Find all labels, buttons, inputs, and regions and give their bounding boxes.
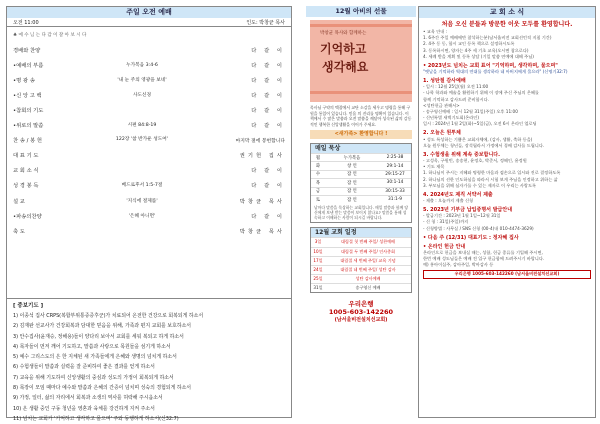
prayer-item: 4) 목자들이 먼저 깨어 기도하고, 말씀과 사랑으로 목원들을 섬기게 하소서	[13, 343, 171, 350]
daily-cell: 30:15-33	[385, 188, 405, 194]
worship-row-label: •파송의찬양	[13, 213, 42, 220]
worship-row-detail: 시편 84:8-19	[127, 123, 157, 129]
news-line: 1. 6주간 주일 예배에만 참석하는분(남서울비전 교회선언적 지침 기간)	[423, 35, 552, 41]
worship-row-label: 성 경 봉 독	[13, 183, 39, 190]
daily-cell: 화	[315, 164, 321, 170]
daily-devotion-box	[310, 143, 412, 223]
worship-row-who: 다 같 이	[251, 62, 285, 69]
news-line: 오늘 원투체는 청년들, 장석립라서 가정에서 경배 감사를 드립니다.	[423, 142, 545, 148]
news-line: - 신 청 : 31일(주일)까지	[423, 219, 469, 225]
prayer-list	[7, 311, 291, 424]
news-line: 3. 동록하시면, 양자는 4주 세 기초 교육(오시면 참으로다)	[423, 47, 529, 53]
schedule-cell: 성탄 감사예배	[355, 276, 381, 282]
worship-row-detail: '은혜 아니면'	[128, 213, 156, 219]
worship-row-who: 박창균 목사	[239, 228, 285, 235]
worship-row	[7, 118, 291, 133]
worship-row	[7, 223, 291, 238]
news-line: - 신년특별 새벽기도회(온라인)	[423, 115, 479, 121]
news-line: 함께 기억하고 감사드려 준비합시다.	[423, 96, 490, 102]
news-line: • 다음 주 (12/31) 대표기도 : 정자혜 집사	[423, 234, 519, 241]
news-line: • 2023년도 넘치는 교회 표어 "기억하며, 생각하며, 물으며"	[423, 62, 558, 69]
worship-leader: 인도: 박창균 목사	[246, 19, 285, 26]
bank-account: 1005-603-142260	[328, 308, 394, 317]
prayer-item: 2) 김재완 선교사가 건강회복과 담대한 믿음을 위해, 가족과 편지 교회를 보호하소서	[13, 323, 192, 330]
book-description: 목사님 구약의 맥잡에서 교단 소감을 세우고 명령을 통해 구원을 통있어 있습니다. 믿음 의 진리를 명확이 있습니다. 이 책에서 수 많은 말씀과 오전 말씀을 깨달아 성숙된 삶의 감동적인 행복한 신앙생활을 이어가 주세요.	[310, 105, 412, 127]
news-line: • 온라인 헌금 안내	[423, 243, 466, 250]
worship-info	[7, 18, 291, 27]
news-line: - 나학 학과와 예술을 활원하기 위해 이 장에 주신 주님의 은혜를	[423, 90, 539, 96]
schedule-row	[311, 283, 411, 292]
news-line: 2. 4주 동 동, 합시 교인 등록 책으로 설정하시도록	[423, 41, 515, 47]
daily-cell: 31:1-9	[388, 197, 402, 203]
worship-row-label: •참회의 기도	[13, 108, 44, 115]
book-title-1: 기억하고	[320, 42, 367, 56]
worship-row-detail: '지식에 절제를'	[126, 198, 158, 204]
worship-row-who: 다 같 이	[251, 123, 285, 130]
schedule-cell: 대림절 네 번째 주일/ 성탄 감사	[340, 267, 396, 272]
schedule-cell: 17일	[313, 257, 323, 263]
worship-row-detail: 베드로후서 1:5-7절	[121, 183, 163, 189]
worship-row	[7, 133, 291, 148]
worship-row-label: 경배와 찬양	[13, 47, 41, 54]
daily-row	[311, 161, 411, 169]
prayer-title: [ 중보기도 ]	[13, 303, 44, 309]
worship-row-who: 다 같 이	[251, 183, 285, 190]
news-line: - 신청방법 : 사무실 / SNS 신청 (00-4(내 010-4474-3629)	[423, 225, 534, 231]
news-line: - 송구영신예배 : 일시 12월 31일(주일) 오후 11:00	[423, 109, 518, 115]
worship-row-label: •예배의 부름	[13, 62, 44, 69]
daily-cell: 목	[315, 180, 321, 186]
worship-row-detail: 사도신경	[132, 92, 152, 98]
worship-row-detail: '내 눈 주의 영광을 보네'	[117, 77, 167, 83]
worship-row-who: 다 같 이	[251, 108, 285, 115]
daily-cell: 잠 언	[347, 172, 357, 178]
welcome-banner: <새가족> 환영합니다 !	[310, 130, 412, 139]
prayer-item: 11) 넘치는 교회가 '기억하고 생각하고 몰으며' 주와 동행하게 하소서(신32:7)	[13, 415, 179, 422]
news-line: 한번 예배 성도님들은 예배 전 입구 헌금함에 드려주시기 바랍니다.	[423, 256, 545, 262]
news-line: 일시 : 2024년 1월 2일(화)~5일(금), 오전 6시 온라인 업로딩	[423, 121, 537, 127]
daily-cell: 2:25-38	[386, 155, 404, 161]
daily-row	[311, 178, 411, 186]
worship-row	[7, 87, 291, 102]
news-line: 5. 2023년 기부금 납입증명서 발급안내	[423, 207, 513, 214]
prayer-item: 6) 수험생들이 말씀과 실력을 잘 준비하여 좋은 결과를 얻게 하소서	[13, 364, 155, 371]
worship-row-who: 다 같 이	[251, 92, 285, 99]
church-news-panel	[418, 6, 596, 418]
prayer-item: 5) 예수 그리스도의 은 한 지체된 새 가족들에게 은혜와 생명의 넘치게 하소서	[13, 354, 177, 361]
daily-cell: 30:1-14	[386, 180, 404, 186]
worship-row-label: ♣ 예 수 님 는 다 감 이 찰 아 보 시 다	[13, 32, 87, 38]
worship-row	[7, 72, 291, 87]
gift-header: 12월 아비의 선물	[306, 6, 416, 17]
daily-cell: 금	[315, 189, 321, 195]
worship-row	[7, 148, 291, 163]
schedule-cell: 대림절 세 번째 주일/ 교육 기념	[340, 257, 396, 263]
schedule-cell: 송구영신 예배	[355, 285, 381, 291]
news-line: - 제출 : 오늘까지 제출 신청	[423, 198, 474, 204]
news-body	[419, 18, 595, 281]
schedule-cell: 24일	[313, 267, 323, 272]
news-line: 1. 성탄절 감사예배	[423, 78, 466, 85]
schedule-row	[311, 265, 411, 274]
news-line: 우리은행 1005-603-142260 (남서울비전설치선교회)	[423, 270, 591, 278]
worship-row-who: 권기헌 집사	[239, 153, 285, 160]
news-line: 3. 수험생을 위해 계속 중보합니다.	[423, 151, 501, 158]
worship-row	[7, 102, 291, 117]
news-line: 4. 2024년도 제직 서약서 제출	[423, 191, 493, 198]
worship-rows	[7, 27, 291, 299]
schedule-header: 12월 교회 일정	[311, 228, 411, 237]
prayer-item: 10) 온 생활 중인 구동 청년을 영혼과 육체를 강건하게 지켜 주소서	[13, 405, 155, 412]
news-header: 교 회 소 식	[419, 7, 595, 18]
daily-note: 날마다 말씀을 묵상하는 교회입니다. 매일 말씀과 함께 당신에게 보낸 받는 말씀이 보이지 않나요? 말씀을 통해 성숙하고 이해하는 사람이 되시길 바랍니다.	[314, 205, 409, 221]
worship-row-label: •명 광 송	[13, 77, 35, 84]
worship-row	[7, 178, 291, 193]
worship-row-who: 다 같 이	[251, 213, 285, 220]
news-line: 3. 부모님을 위해 심자가를 수 있는 제자로 이 우리는 사랑도록	[423, 182, 537, 188]
news-line: • 성도 특성하는 기쁨은 교회자체에, (감사, 생활, 축하 등을)	[423, 136, 533, 142]
worship-row-label: 교 회 소 식	[13, 168, 39, 175]
sidebar-panel	[306, 6, 416, 418]
daily-row	[311, 170, 411, 178]
schedule-cell: 25일	[313, 276, 323, 282]
worship-row-who: 다 같 이	[251, 77, 285, 84]
worship-row-label: 찬 송 / 봉 헌	[13, 138, 42, 145]
worship-row	[7, 27, 291, 42]
schedule-row	[311, 237, 411, 246]
daily-cell: 누가복음	[343, 155, 361, 161]
worship-row-label: 설 교	[13, 198, 25, 205]
worship-time: 오전 11:00	[13, 19, 39, 26]
daily-cell: 월	[315, 155, 321, 161]
news-line: "옛날을 기억하라 역대의 연대를 생각하라 네 아버지에게 물으라" (신명기32:7)	[423, 69, 568, 75]
worship-row	[7, 42, 291, 57]
daily-cell: 창 언	[347, 164, 357, 170]
daily-row	[311, 153, 411, 161]
daily-cell: 29:15-27	[385, 171, 405, 177]
worship-row	[7, 163, 291, 178]
schedule-row	[311, 274, 411, 283]
news-line: • 기도 제목	[423, 164, 445, 170]
bank-holder: (남서울비전설치선교회)	[334, 317, 388, 324]
schedule-box	[310, 227, 412, 293]
news-line: • 교육 안내 :	[423, 29, 448, 34]
worship-row	[7, 208, 291, 223]
worship-row-who: 박창균 목사	[239, 198, 285, 205]
worship-order-panel	[6, 6, 292, 422]
schedule-cell: 10일	[313, 248, 323, 254]
worship-row	[7, 57, 291, 72]
worship-row	[7, 193, 291, 208]
prayer-item: 9) 가정, 일터, 삶의 자리에서 회복과 소생의 역사를 허락해 주시옵소서	[13, 395, 163, 402]
daily-cell: 잠 언	[347, 180, 357, 186]
news-line: - 고성욱, 구원빈, 송송현, 윤정호, 박준서, 정해인, 윤정원	[423, 158, 527, 164]
news-line: 4. 세례 받을 계획 및 등록 상담 (기일 말씀 연예에 대해 주님)	[423, 53, 534, 59]
worship-row-label: 대 표 기 도	[13, 153, 39, 160]
schedule-cell: 대림절 첫 번째 주일/ 성찬예배	[340, 239, 396, 245]
worship-row-label: 축 도	[13, 228, 25, 235]
prayer-item: 8) 목장이 모임 때마다 예수와 말씀과 은혜의 간증이 넘치며 성숙의 경험되게 하소서	[13, 385, 192, 392]
schedule-row	[311, 256, 411, 265]
worship-header: 주일 오전 예배	[7, 7, 291, 18]
worship-row-label: •신 앙 고 백	[13, 92, 42, 99]
schedule-cell: 31일	[313, 285, 323, 291]
daily-cell: 토	[315, 197, 321, 203]
prayer-item: 1) 이종석 집사 CRPS(복합부위통증증후군)가 치료되어 온전한 건강으로 회복되게 하소서	[13, 313, 204, 319]
daily-header: 매일 묵상	[311, 144, 411, 153]
worship-row-detail: 누가복음 3:4-6	[126, 62, 158, 68]
worship-row-who: 다 같 이	[251, 168, 285, 175]
news-line: - 발급기간 : 2023년 1월 1일~12월 31일	[423, 213, 501, 219]
news-line: - 일시 : 12월 25일(월) 오전 11:00	[423, 84, 489, 90]
worship-row-who: 다 같 이	[251, 47, 285, 54]
news-line: 처음 오신 분들과 방문한 이웃 모두를 환영합니다.	[441, 21, 573, 28]
schedule-cell: 대림절 두 번째 주일/ 인사총회	[340, 248, 396, 254]
book-subtitle: 박창균 목사와 함께하는	[320, 31, 367, 36]
bank-info	[306, 299, 416, 323]
book-cover-image	[310, 20, 412, 102]
worship-row-detail: 122장 '참 반가운 성도여'	[115, 137, 169, 143]
book-title-2: 생각해요	[322, 60, 369, 74]
news-line: 예) 홍아이십주, 감아주일, 박아감사 등	[423, 262, 494, 268]
daily-cell: 잠 언	[347, 189, 357, 195]
daily-cell: 수	[315, 172, 321, 178]
news-line: 온라인으로 헌금을 보내실 때는, 성함, 헌금 종류를 기입해 주시면,	[423, 249, 543, 255]
daily-cell: 잠 언	[347, 197, 357, 203]
worship-row-label: •위로의 말씀	[13, 123, 44, 130]
bank-name: 우리은행	[348, 300, 374, 309]
daily-cell: 29:1-14	[386, 163, 404, 169]
news-line: 2. 하나님의 선한 인도하심을 따라서 시험 보게 주님을 인정하고 위하는 삶	[423, 176, 558, 182]
prayer-item: 3) 안수집사(윤재승, 정해용)들이 양다리 보아서 교회를 세워 복되고 하게 하소서	[13, 333, 184, 340]
prayer-item: 7) 교육을 위해 기도하여 신앙생활의 중심과 성도의 가정이 회복되게 하소서	[13, 374, 174, 381]
worship-row-who: 마지막 절에 봉헌합니다	[235, 138, 285, 144]
schedule-row	[311, 247, 411, 256]
daily-row	[311, 195, 411, 203]
schedule-cell: 3일	[314, 239, 322, 245]
news-line: 2. 오늘은 원투체	[423, 130, 461, 137]
news-line: 1. 하나님이 주시는 지혜와 명령한 마음과 겸손으로 입시와 진로 결정하도록	[423, 170, 561, 176]
daily-row	[311, 187, 411, 195]
news-line: <성탄헌금 관해서>	[423, 102, 460, 108]
